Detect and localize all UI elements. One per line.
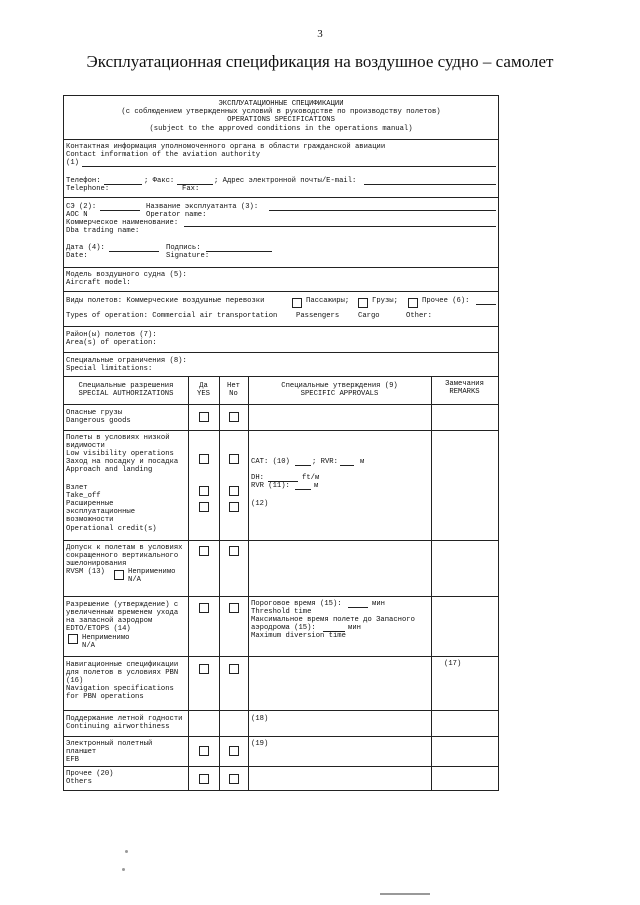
operator-name-field[interactable] [269, 210, 496, 211]
header-line-2: (с соблюдением утвержденных условий в руководстве по производству полетов) [121, 108, 441, 116]
rvr-unit: м [360, 458, 365, 466]
passengers-label-en: Passengers [296, 312, 340, 320]
cat-label: CAT: (10) [251, 458, 290, 466]
col-yes-en: YES [197, 390, 210, 398]
row-dangerous-goods [64, 405, 498, 431]
table-header-row [64, 377, 498, 405]
etops-na-checkbox[interactable] [68, 634, 78, 644]
credit-yes-checkbox[interactable] [199, 502, 209, 512]
col-remarks-ru: Замечания [445, 380, 484, 388]
etops-line-2: увеличенным временем ухода [66, 609, 179, 617]
other-checkbox[interactable] [408, 298, 418, 308]
lowvis-line-3: Low visibility operations [66, 450, 174, 458]
takeoff-no-checkbox[interactable] [229, 486, 239, 496]
aircraft-label-ru: Модель воздушного судна (5): [66, 271, 187, 279]
credit-line-2: эксплуатационные [66, 508, 136, 516]
page-number: 3 [317, 28, 323, 40]
contact-label-ru: Контактная информация уполномоченного органа в области гражданской авиации [66, 143, 386, 151]
passengers-label-ru: Пассажиры; [306, 297, 350, 305]
signature-label-ru: Подпись: [166, 244, 201, 252]
ops-label-en: Types of operation: Commercial air transportation [66, 312, 278, 320]
note-12: (12) [251, 500, 269, 508]
others-no-checkbox[interactable] [229, 774, 239, 784]
etops-na-ru: Неприменимо [82, 634, 130, 642]
takeoff-yes-checkbox[interactable] [199, 486, 209, 496]
etops-na-en: N/A [82, 642, 95, 650]
caw-label-en: Continuing airworthiness [66, 723, 170, 731]
dangerous-label-ru: Опасные грузы [66, 409, 123, 417]
phone-label-en: Telephone: [66, 185, 110, 193]
note-17: (17) [444, 660, 462, 668]
rvr-field[interactable] [340, 465, 354, 466]
rvsm-line-1: Допуск к полетам в условиях [66, 544, 183, 552]
diversion-unit: мин [348, 624, 361, 632]
fax-label-ru: ; Факс: [144, 177, 175, 185]
pbn-line-3: (16) [66, 677, 84, 685]
aoc-section [64, 198, 498, 268]
rvsm-na-en: N/A [128, 576, 141, 584]
col-no-ru: Нет [227, 382, 240, 390]
row-low-visibility [64, 431, 498, 541]
pbn-yes-checkbox[interactable] [199, 664, 209, 674]
scan-speck [380, 893, 430, 895]
rvsm-na-checkbox[interactable] [114, 570, 124, 580]
ops-label-ru: Виды полетов: Коммерческие воздушные перевозки [66, 297, 265, 305]
row-efb [64, 737, 498, 767]
aoc-label-en: AOC N [66, 211, 88, 219]
etops-no-checkbox[interactable] [229, 603, 239, 613]
row-etops [64, 597, 498, 657]
col-auth-en: SPECIAL AUTHORIZATIONS [78, 390, 174, 398]
pbn-line-2: для полетов в условиях PBN [66, 669, 179, 677]
rvsm-no-checkbox[interactable] [229, 546, 239, 556]
phone-field[interactable] [104, 184, 142, 185]
area-label-ru: Район(ы) полетов (7): [66, 331, 157, 339]
caw-label-ru: Поддержание летной годности [66, 715, 183, 723]
col-auth-ru: Специальные разрешения [78, 382, 174, 390]
dba-field[interactable] [184, 226, 496, 227]
other-label-en: Other: [406, 312, 432, 320]
rvr11-label: RVR (11): [251, 482, 290, 490]
col-approvals-en: SPECIFIC APPROVALS [300, 390, 379, 398]
threshold-label-ru: Пороговое время (15): [251, 600, 342, 608]
etops-line-1: Разрешение (утверждение) с [66, 601, 179, 609]
area-label-en: Area(s) of operation: [66, 339, 157, 347]
pbn-line-4: Navigation specifications [66, 685, 174, 693]
date-label-en: Date: [66, 252, 88, 260]
others-yes-checkbox[interactable] [199, 774, 209, 784]
lowvis-line-1: Полеты в условиях низкой [66, 434, 170, 442]
others-label-ru: Прочее (20) [66, 770, 114, 778]
other-ops-field[interactable] [476, 304, 496, 305]
row-others [64, 767, 498, 790]
others-label-en: Others [66, 778, 92, 786]
fax-label-en: Fax: [182, 185, 200, 193]
dh-label: DH: [251, 474, 264, 482]
diversion-line-1: Максимальное время полете до Запасного [251, 616, 415, 624]
credit-no-checkbox[interactable] [229, 502, 239, 512]
pbn-no-checkbox[interactable] [229, 664, 239, 674]
dangerous-no-checkbox[interactable] [229, 412, 239, 422]
threshold-unit: мин [372, 600, 385, 608]
credit-line-4: Operational credit(s) [66, 525, 157, 533]
operator-label-en: Operator name: [146, 211, 207, 219]
header-line-1: ЭКСПЛУАТАЦИОННЫЕ СПЕЦИФИКАЦИИ [218, 100, 344, 108]
header-line-4: (subject to the approved conditions in the operations manual) [149, 125, 413, 133]
cargo-label-ru: Грузы; [372, 297, 398, 305]
cargo-checkbox[interactable] [358, 298, 368, 308]
signature-label-en: Signature: [166, 252, 210, 260]
rvr11-field[interactable] [295, 489, 311, 490]
header-line-3: OPERATIONS SPECIFICATIONS [227, 116, 335, 124]
rvsm-yes-checkbox[interactable] [199, 546, 209, 556]
dh-unit: ft/м [302, 474, 320, 482]
other-label-ru: Прочее (6): [422, 297, 470, 305]
authorizations-table [64, 377, 498, 790]
takeoff-label-ru: Взлет [66, 484, 88, 492]
rvsm-line-2: сокращенного вертикального [66, 552, 179, 560]
row-rvsm [64, 541, 498, 597]
scan-speck [125, 850, 128, 853]
efb-yes-checkbox[interactable] [199, 746, 209, 756]
takeoff-label-en: Take_off [66, 492, 101, 500]
date-field[interactable] [109, 251, 159, 252]
form-header [64, 96, 498, 140]
signature-field[interactable] [206, 251, 272, 252]
lowvis-line-2: видимости [66, 442, 105, 450]
rvsm-line-3: эшелонирования [66, 560, 127, 568]
col-yes-ru: Да [199, 382, 208, 390]
aircraft-label-en: Aircraft model: [66, 279, 131, 287]
rvr11-unit: м [314, 482, 319, 490]
rvsm-line-4: RVSM (13) [66, 568, 105, 576]
pbn-line-1: Навигационные спецификации [66, 661, 179, 669]
cat-field[interactable] [295, 465, 311, 466]
efb-line-1: Электронный полетный [66, 740, 153, 748]
contact-section [64, 140, 498, 198]
contact-field[interactable] [82, 166, 496, 167]
col-approvals-ru: Специальные утверждения (9) [281, 382, 398, 390]
row-continuing-airworthiness [64, 711, 498, 737]
page-title: Эксплуатационная спецификация на воздушное судно – самолет [86, 52, 554, 71]
col-no-en: No [229, 390, 238, 398]
operation-types-section [64, 292, 498, 327]
area-section [64, 327, 498, 353]
lowvis-line-4: Заход на посадку и посадка [66, 458, 179, 466]
dangerous-yes-checkbox[interactable] [199, 412, 209, 422]
scan-speck [122, 868, 125, 871]
date-label-ru: Дата (4): [66, 244, 105, 252]
aoc-label-ru: СЭ (2): [66, 203, 97, 211]
etops-line-3: на запасной аэродром [66, 617, 153, 625]
operator-label-ru: Название эксплуатанта (3): [146, 203, 259, 211]
rvsm-na-ru: Неприменимо [128, 568, 176, 576]
limitations-label-en: Special limitations: [66, 365, 153, 373]
contact-label-en: Contact information of the aviation authority [66, 151, 261, 159]
approach-no-checkbox[interactable] [229, 454, 239, 464]
approach-yes-checkbox[interactable] [199, 454, 209, 464]
rvr-label: ; RVR: [312, 458, 338, 466]
lowvis-line-5: Approach and landing [66, 466, 153, 474]
credit-line-3: возможности [66, 516, 114, 524]
email-label: ; Адрес электронной почты/E-mail: [214, 177, 357, 185]
note-19: (19) [251, 740, 269, 748]
row-pbn [64, 657, 498, 711]
threshold-label-en: Threshold time [251, 608, 312, 616]
etops-yes-checkbox[interactable] [199, 603, 209, 613]
passengers-checkbox[interactable] [292, 298, 302, 308]
efb-line-3: EFB [66, 756, 79, 764]
aircraft-section [64, 268, 498, 292]
operations-specification-form [63, 95, 499, 791]
efb-no-checkbox[interactable] [229, 746, 239, 756]
limitations-label-ru: Специальные ограничения (8): [66, 357, 187, 365]
note-18: (18) [251, 715, 269, 723]
diversion-label-en: Maximum diversion time [251, 632, 346, 640]
etops-line-4: EDTO/ETOPS (14) [66, 625, 131, 633]
pbn-line-5: for PBN operations [66, 693, 144, 701]
efb-line-2: планшет [66, 748, 97, 756]
contact-note-1: (1) [66, 159, 79, 167]
credit-line-1: Расширенные [66, 500, 114, 508]
email-field[interactable] [364, 184, 496, 185]
aoc-number-field[interactable] [100, 210, 140, 211]
threshold-field[interactable] [348, 607, 368, 608]
dba-label-ru: Коммерческое наименование: [66, 219, 179, 227]
col-remarks-en: REMARKS [449, 388, 480, 396]
diversion-line-2: аэродрома (15): [251, 624, 316, 632]
phone-label-ru: Телефон: [66, 177, 101, 185]
dangerous-label-en: Dangerous goods [66, 417, 131, 425]
dba-label-en: Dba trading name: [66, 227, 140, 235]
limitations-section [64, 353, 498, 377]
cargo-label-en: Cargo [358, 312, 380, 320]
